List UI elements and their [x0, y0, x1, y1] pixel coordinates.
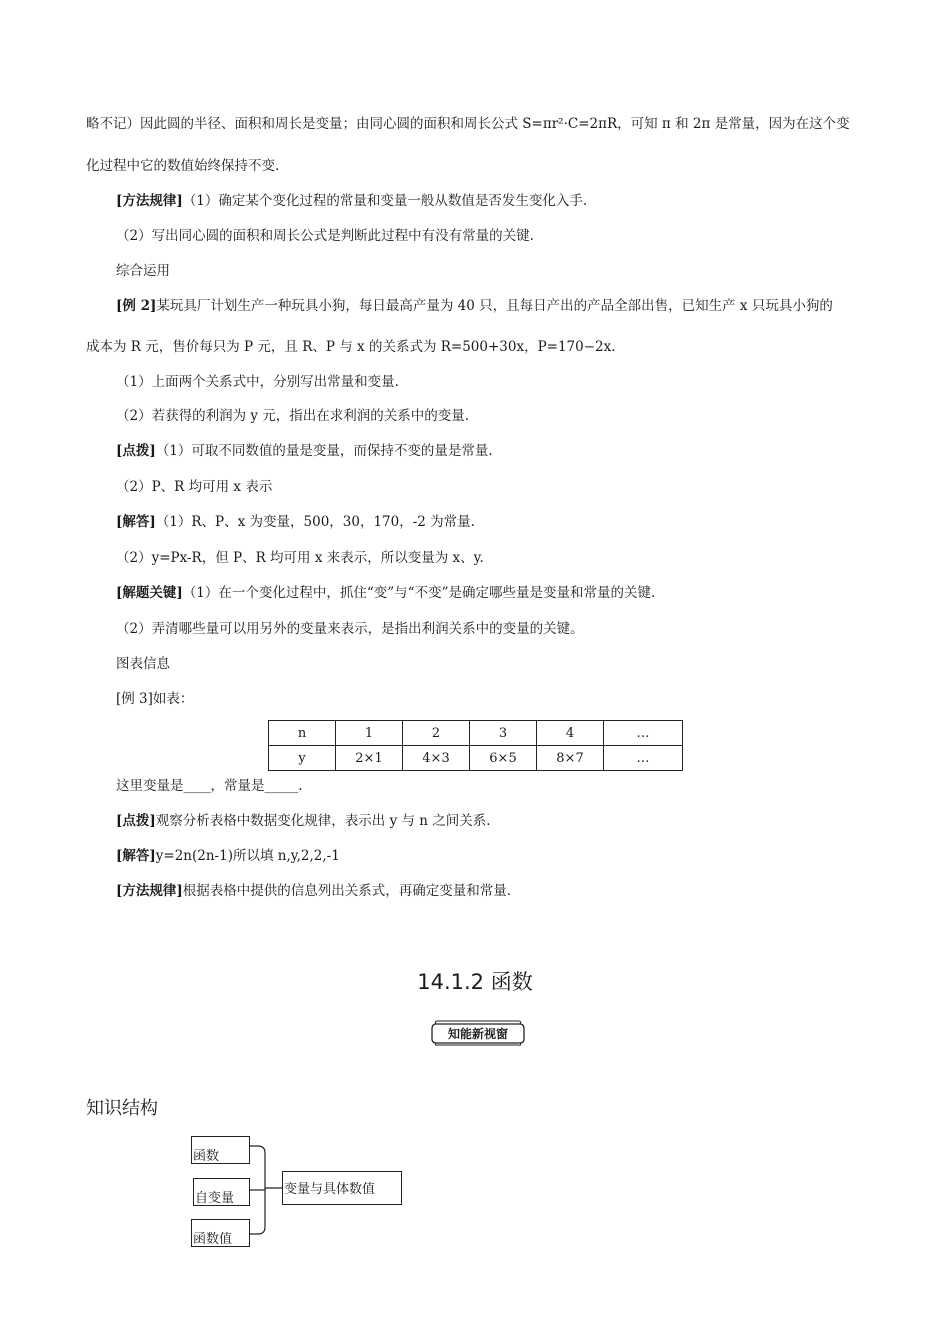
- table-cell: 2×1: [336, 746, 403, 771]
- section-title: 14.1.2 函数: [417, 970, 533, 994]
- text-line: （1）在一个变化过程中，抓住“变”与“不变”是确定哪些量是变量和常量的关键.: [182, 585, 656, 601]
- answer-tag: [解答]: [116, 848, 156, 864]
- text-line: 某玩具厂计划生产一种玩具小狗，每日最高产量为 40 只，且每日产出的产品全部出售，已知生产 x 只玩具小狗的: [156, 298, 833, 314]
- method-paragraph: [116, 882, 511, 900]
- text-line: （1）R、P、x 为变量，500，30，170，-2 为常量.: [155, 514, 475, 530]
- method-tag: [方法规律]: [116, 883, 183, 899]
- key-tag: [解题关键]: [116, 585, 183, 601]
- knowledge-structure-title: 知识结构: [86, 1098, 158, 1119]
- text-line: 略不记）因此圆的半径、面积和周长是变量；由同心圆的面积和周长公式 S=πr²·C=2πR，可知 π 和 2π 是常量，因为在这个变: [86, 116, 850, 132]
- text-line: 化过程中它的数值始终保持不变.: [86, 158, 280, 174]
- table-cell: 3: [470, 721, 537, 746]
- text-line: y=2n(2n-1)所以填 n,y,2,2,-1: [155, 848, 340, 864]
- hint-paragraph: [116, 442, 493, 460]
- example-paragraph: [116, 297, 833, 315]
- table-cell: 2: [403, 721, 470, 746]
- text-line: 根据表格中提供的信息列出关系式，再确定变量和常量.: [182, 883, 512, 899]
- section-heading: 综合运用: [116, 263, 170, 279]
- hint-tag: [点拨]: [116, 813, 156, 829]
- text-line: （2）写出同心圆的面积和周长公式是判断此过程中有没有常量的关键.: [116, 228, 534, 244]
- text-line: 成本为 R 元，售价每只为 P 元，且 R、P 与 x 的关系式为 R=500+30x，P=170−2x.: [86, 339, 616, 355]
- diagram-box-value: [191, 1219, 250, 1247]
- hint-paragraph: [116, 812, 491, 830]
- diagram-box-function: [191, 1136, 250, 1164]
- data-table: [268, 720, 683, 771]
- text-line: （1）可取不同数值的量是变量，而保持不变的量是常量.: [155, 443, 493, 459]
- key-paragraph: [116, 584, 655, 602]
- text-line: 如表：: [152, 691, 194, 707]
- hint-tag: [点拨]: [116, 443, 156, 459]
- text-line: （2）P、R 均可用 x 表示: [116, 479, 273, 495]
- table-cell: 4×3: [403, 746, 470, 771]
- table-cell: …: [604, 746, 683, 771]
- method-paragraph: [116, 192, 587, 210]
- table-cell: 1: [336, 721, 403, 746]
- diagram-box-target: [282, 1171, 402, 1205]
- example-tag: [例 2]: [116, 298, 157, 314]
- text-line: （2）弄清哪些量可以用另外的变量来表示，是指出利润关系中的变量的关键。: [116, 621, 584, 637]
- example-paragraph: [116, 690, 193, 708]
- table-cell: y: [269, 746, 336, 771]
- table-cell: n: [269, 721, 336, 746]
- answer-paragraph: [116, 513, 475, 531]
- badge-banner: [430, 1020, 526, 1046]
- answer-tag: [解答]: [116, 514, 156, 530]
- text-line: 观察分析表格中数据变化规律，表示出 y 与 n 之间关系.: [155, 813, 491, 829]
- text-line: （2）若获得的利润为 y 元，指出在求利润的关系中的变量.: [116, 408, 470, 424]
- answer-paragraph: [116, 847, 340, 865]
- table-row: [269, 721, 683, 746]
- diagram-box-variable: [193, 1178, 250, 1206]
- example-tag: [例 3]: [116, 691, 153, 707]
- text-line: （2）y=Px-R，但 P、R 均可用 x 来表示，所以变量为 x、y.: [116, 550, 484, 566]
- text-line: （1）上面两个关系式中，分别写出常量和变量.: [116, 374, 399, 390]
- text-line: （1）确定某个变化过程的常量和变量一般从数值是否发生变化入手.: [182, 193, 588, 209]
- text-line: 这里变量是____，常量是_____.: [116, 778, 303, 794]
- badge-label: 知能新视窗: [447, 1027, 508, 1041]
- table-row: [269, 746, 683, 771]
- table-cell: 6×5: [470, 746, 537, 771]
- section-heading: 图表信息: [116, 656, 170, 672]
- diagram-label: 函数值: [193, 1232, 233, 1247]
- table-cell: 8×7: [537, 746, 604, 771]
- diagram-label: 自变量: [195, 1191, 235, 1206]
- table-cell: …: [604, 721, 683, 746]
- method-tag: [方法规律]: [116, 193, 183, 209]
- diagram-label: 函数: [193, 1149, 220, 1164]
- diagram-label: 变量与具体数值: [284, 1182, 376, 1197]
- table-cell: 4: [537, 721, 604, 746]
